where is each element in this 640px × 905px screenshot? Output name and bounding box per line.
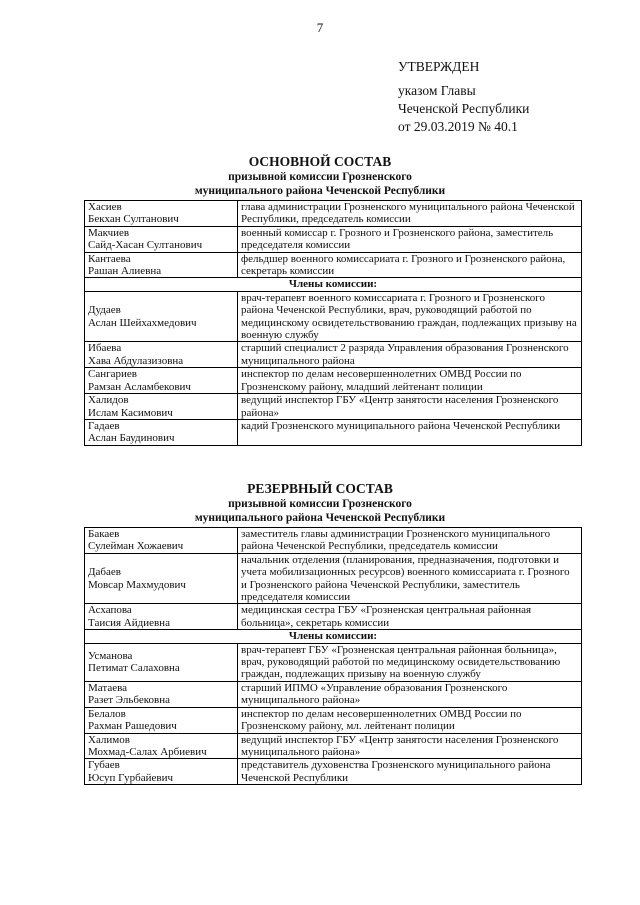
table-row [85, 226, 582, 252]
member-name: Халидов Ислам Касимович [85, 394, 238, 420]
member-position: старший специалист 2 разряда Управления образования Грозненского муниципального района [238, 342, 582, 368]
table-row [85, 342, 582, 368]
approval-line: Чеченской Республики [398, 101, 530, 116]
member-position: старший ИПМО «Управление образования Грозненского муниципального района» [238, 681, 582, 707]
member-position: врач-терапевт ГБУ «Грозненская центральная районная больница», врач, руководящий работой по медицинскому освидетельствованию граждан, подлежащих призыву на военную службу [238, 643, 582, 681]
table-row [85, 604, 582, 630]
table-row [85, 759, 582, 785]
main-section-heading [0, 154, 640, 198]
table-row [85, 368, 582, 394]
member-name: Белалов Рахман Рашедович [85, 707, 238, 733]
table-row [85, 553, 582, 604]
members-subheading-row [85, 630, 582, 643]
member-position: врач-терапевт военного комиссариата г. Грозного и Грозненского района Чеченской Республики, врач, руководящий работой по медицинскому освидетельствованию граждан, подлежащих призыву на военную службу [238, 291, 582, 342]
member-name: Асхапова Таисия Айдиевна [85, 604, 238, 630]
member-position: медицинская сестра ГБУ «Грозненская центральная районная больница», секретарь комиссии [238, 604, 582, 630]
table-row [85, 201, 582, 227]
member-position: фельдшер военного комиссариата г. Грозного и Грозненского района, секретарь комиссии [238, 252, 582, 278]
reserve-section-subtitle: муниципального района Чеченской Республики [194, 512, 446, 524]
main-section-subtitle: призывной комиссии Грозненского [228, 171, 412, 183]
member-name: Губаев Юсуп Гурбайевич [85, 759, 238, 785]
reserve-composition-table [84, 527, 582, 785]
reserve-section-title: РЕЗЕРВНЫЙ СОСТАВ [247, 481, 393, 496]
main-composition-table [84, 200, 582, 446]
member-name: Гадаев Аслан Баудинович [85, 419, 238, 445]
member-position: инспектор по делам несовершеннолетних ОМВД России по Грозненскому району, мл. лейтенант полиции [238, 707, 582, 733]
table-row [85, 394, 582, 420]
member-name: Халимов Мохмад-Салах Арбиевич [85, 733, 238, 759]
table-row [85, 252, 582, 278]
approval-heading: УТВЕРЖДЕН [398, 59, 480, 74]
member-position: кадий Грозненского муниципального района Чеченской Республики [238, 419, 582, 445]
members-subheading: Члены комиссии: [85, 278, 582, 291]
table-row [85, 419, 582, 445]
member-name: Бакаев Сулейман Хожаевич [85, 528, 238, 554]
member-position: заместитель главы администрации Грозненского муниципального района Чеченской Республики, председатель комиссии [238, 528, 582, 554]
table-row [85, 528, 582, 554]
main-section-title: ОСНОВНОЙ СОСТАВ [248, 154, 392, 169]
table-row [85, 291, 582, 342]
approval-stamp [398, 58, 529, 136]
member-position: военный комиссар г. Грозного и Грозненского района, заместитель председателя комиссии [238, 226, 582, 252]
member-position: инспектор по делам несовершеннолетних ОМВД России по Грозненскому району, младший лейтенант полиции [238, 368, 582, 394]
member-name: Усманова Петимат Салаховна [85, 643, 238, 681]
reserve-section-heading [0, 481, 640, 525]
table-row [85, 733, 582, 759]
member-name: Сангариев Рамзан Асламбекович [85, 368, 238, 394]
member-position: начальник отделения (планирования, предназначения, подготовки и учета мобилизационных ресурсов) военного комиссариата г. Грозного и Грозненского района Чеченской Республики, заместитель председателя комиссии [238, 553, 582, 604]
member-name: Матаева Разет Эльбековна [85, 681, 238, 707]
main-section-subtitle: муниципального района Чеченской Республики [194, 185, 446, 197]
page-number: 7 [316, 20, 324, 35]
approval-line: от 29.03.2019 № 40.1 [398, 119, 518, 134]
member-name: Дабаев Мовсар Махмудович [85, 553, 238, 604]
approval-line: указом Главы [398, 83, 476, 98]
member-name: Кантаева Рашан Алиевна [85, 252, 238, 278]
reserve-section-subtitle: призывной комиссии Грозненского [228, 498, 412, 510]
table-row [85, 707, 582, 733]
member-position: представитель духовенства Грозненского муниципального района Чеченской Республики [238, 759, 582, 785]
member-name: Хасиев Бекхан Султанович [85, 201, 238, 227]
member-position: ведущий инспектор ГБУ «Центр занятости населения Грозненского района» [238, 394, 582, 420]
table-row [85, 681, 582, 707]
member-position: ведущий инспектор ГБУ «Центр занятости населения Грозненского муниципального района» [238, 733, 582, 759]
members-subheading-row [85, 278, 582, 291]
member-name: Ибаева Хава Абдулазизовна [85, 342, 238, 368]
member-name: Макчиев Сайд-Хасан Султанович [85, 226, 238, 252]
member-name: Дудаев Аслан Шейхахмедович [85, 291, 238, 342]
table-row [85, 643, 582, 681]
member-position: глава администрации Грозненского муниципального района Чеченской Республики, председатель комиссии [238, 201, 582, 227]
members-subheading: Члены комиссии: [85, 630, 582, 643]
